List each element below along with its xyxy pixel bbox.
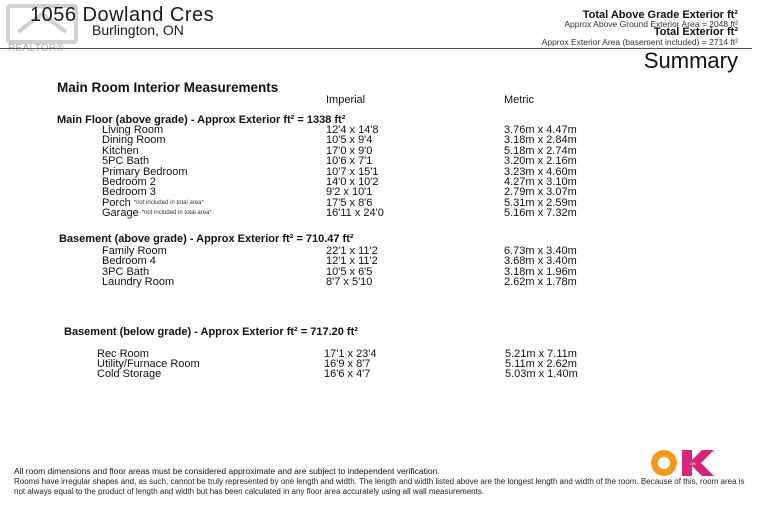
room-note: *not included in total area* [133,199,204,206]
room-name-text: Bedroom 3 [102,186,156,199]
room-name-text: Family Room [102,245,167,257]
header-divider [0,48,752,49]
metric-dimension: 3.20m x 2.16m [504,155,577,168]
imperial-dimension: 16'9 x 8'7 [324,358,371,371]
above-grade-title: Total Above Grade Exterior ft² [582,9,738,21]
room-name-text: Bedroom 4 [102,255,156,268]
room-name-text: Garage [102,207,139,220]
above-grade-value: Approx Above Ground Exterior Area = 2048 ft² [564,19,738,29]
measurements-title: Main Room Interior Measurements [57,80,279,95]
metric-dimension: 5.31m x 2.59m [504,196,577,209]
ok-brand-logo [646,448,742,478]
address-city: Burlington, ON [92,22,184,38]
room-name-text: Bedroom 2 [102,176,156,188]
metric-dimension: 5.03m x 1.40m [505,368,578,381]
imperial-dimension: 16'6 x 4'7 [324,368,371,381]
metric-dimension: 3.68m x 3.40m [504,255,577,268]
metric-dimension: 2.79m x 3.07m [504,186,577,199]
metric-dimension: 3.23m x 4.60m [504,165,577,178]
room-row [0,369,760,380]
metric-dimension: 5.21m x 7.11m [505,348,577,360]
imperial-dimension: 10'7 x 15'1 [326,165,379,178]
imperial-dimension: 12'4 x 14'8 [326,124,379,136]
metric-dimension: 2.62m x 1.78m [504,275,577,288]
metric-dimension: 5.16m x 7.32m [504,207,577,220]
imperial-dimension: 10'5 x 6'5 [326,265,373,278]
imperial-dimension: 17'1 x 23'4 [324,348,377,360]
metric-dimension: 6.73m x 3.40m [504,245,577,257]
imperial-dimension: 10'6 x 7'1 [326,155,373,168]
imperial-dimension: 17'5 x 8'6 [326,196,373,209]
section-heading: Basement (above grade) - Approx Exterior ft² = 710.47 ft² [59,233,354,245]
metric-dimension: 3.18m x 2.84m [504,134,577,147]
room-row [0,277,760,288]
room-name-text: Cold Storage [97,368,162,381]
room-name-text: Dining Room [102,134,166,147]
room-name-text: Primary Bedroom [102,165,188,178]
room-name-text: Porch [102,196,131,209]
room-name [97,369,161,380]
imperial-dimension: 12'1 x 11'2 [326,255,378,268]
metric-dimension: 3.18m x 1.96m [504,265,577,278]
ok-logo-text: OK [690,461,696,466]
imperial-dimension: 22'1 x 11'2 [326,245,378,257]
room-name-text: Laundry Room [102,275,175,288]
imperial-dimension: 16'11 x 24'0 [326,207,384,220]
address-street: 1056 Dowland Cres [30,4,215,26]
column-header-metric: Metric [504,94,534,106]
irregular-shapes-note: Rooms have irregular shapes and, as such, cannot be truly represented by one length and width. The length and width listed above are the longest length and width of the room. Because of this, room area is not always equal to the product of length and width but has been calculated in any floor area accurately using all wall measurements. [14,477,745,496]
metric-dimension: 3.76m x 4.47m [504,124,577,136]
imperial-dimension: 8'7 x 5'10 [326,275,373,288]
metric-dimension: 4.27m x 3.10m [504,176,577,188]
disclaimer: All room dimensions and floor areas must be considered approximate and are subject to independent verification. [14,466,440,476]
room-row [0,208,760,219]
room-name-text: Utility/Furnace Room [97,358,200,371]
imperial-dimension: 9'2 x 10'1 [326,186,373,199]
room-note: *not included in total area* [141,210,212,217]
room-name-text: 5PC Bath [102,155,150,168]
imperial-dimension: 10'5 x 9'4 [326,134,373,147]
room-name [102,277,174,288]
room-name [102,208,212,219]
section-heading: Main Floor (above grade) - Approx Exterior ft² = 1338 ft² [57,114,346,126]
total-exterior-value: Approx Exterior Area (basement included) = 2714 ft² [541,37,738,47]
column-header-imperial: Imperial [326,94,366,106]
total-exterior-title: Total Exterior ft² [653,26,738,38]
room-name-text: 3PC Bath [102,265,150,278]
room-name-text: Kitchen [102,144,139,157]
summary-heading: Summary [643,48,738,73]
metric-dimension: 5.11m x 2.62m [505,358,577,371]
room-name-text: Rec Room [97,348,149,360]
room-name-text: Living Room [102,124,164,136]
section-heading: Basement (below grade) - Approx Exterior ft² = 717.20 ft² [64,326,358,338]
metric-dimension: 5.18m x 2.74m [504,144,577,157]
imperial-dimension: 14'0 x 10'2 [326,176,379,188]
imperial-dimension: 17'0 x 9'0 [326,144,373,157]
